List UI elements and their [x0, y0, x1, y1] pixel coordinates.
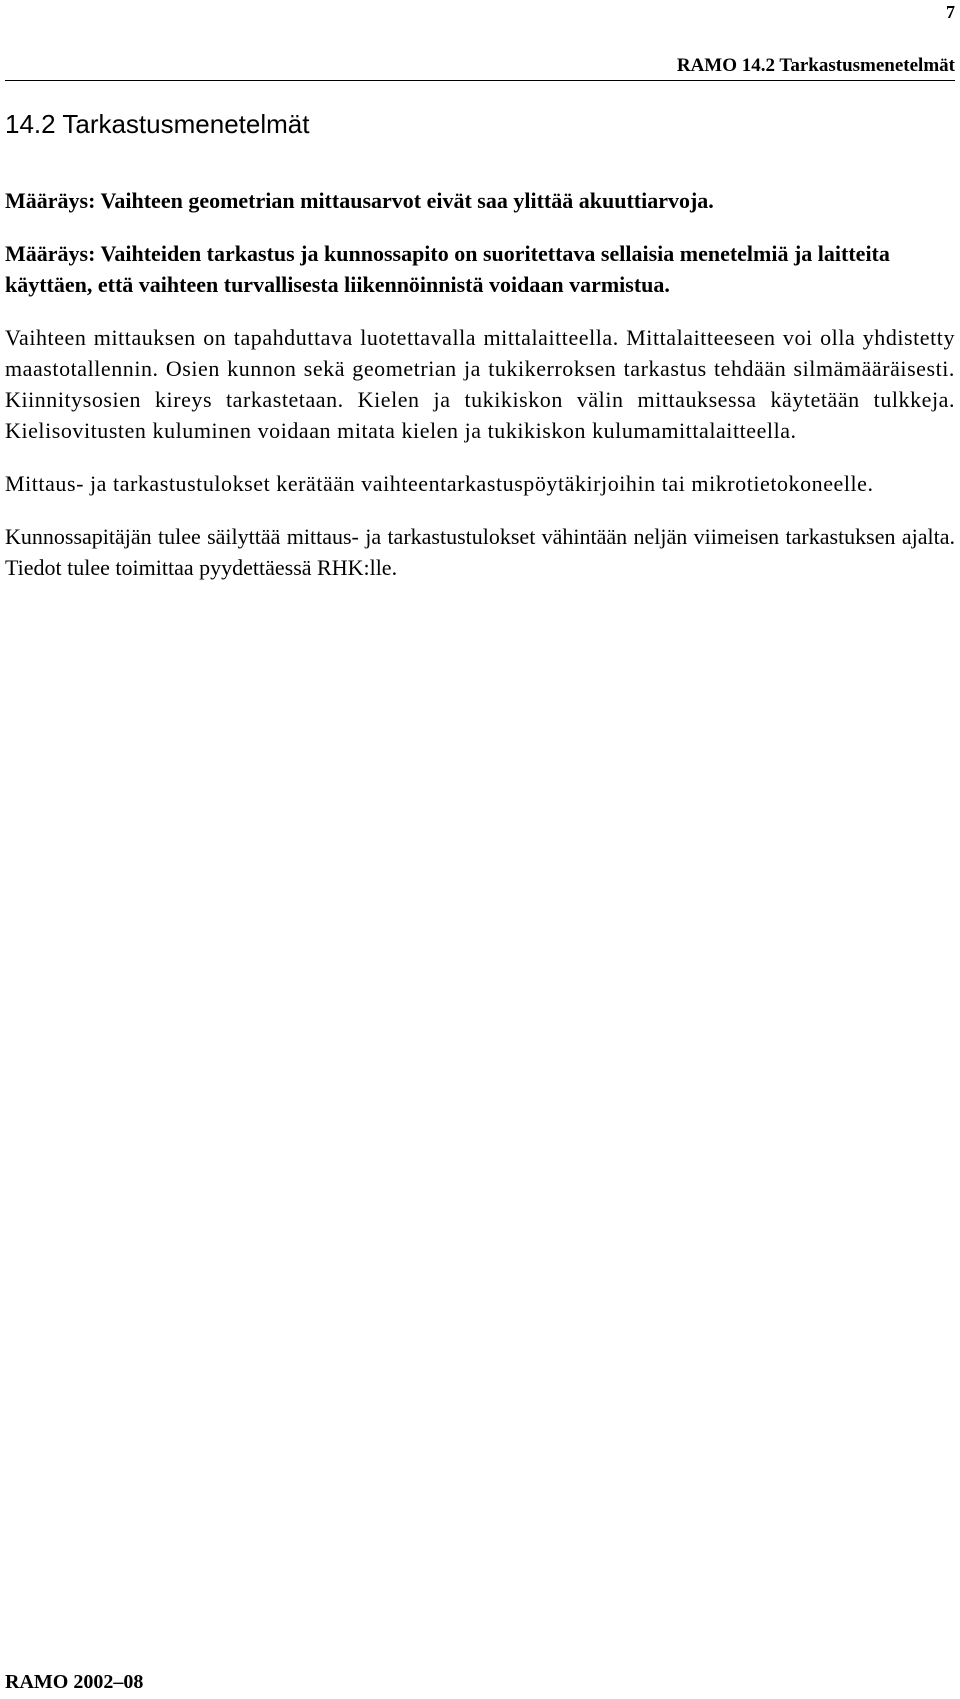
header-divider [5, 80, 955, 81]
paragraph-retention: Kunnossapitäjän tulee säilyttää mittaus- ja tarkastustulokset vähintään neljän viimeisen tarkastuksen ajalta. Tiedot tulee toimittaa pyydettäessä RHK:lle. [5, 524, 955, 580]
paragraph-results: Mittaus- ja tarkastustulokset kerätään vaihteentarkastuspöytäkirjoihin tai mikrotietokoneelle. [5, 471, 874, 496]
running-header: RAMO 14.2 Tarkastusmenetelmät [676, 55, 955, 76]
page-number: 7 [946, 2, 955, 22]
directive-inspection: Määräys: Vaihteiden tarkastus ja kunnossapito on suoritettava sellaisia menetelmiä ja laitteita käyttäen, että vaihteen turvallisesta liikennöinnistä voidaan varmistua. [5, 241, 890, 297]
page-footer: RAMO 2002–08 [5, 1671, 144, 1693]
directive-geometry: Määräys: Vaihteen geometrian mittausarvot eivät saa ylittää akuuttiarvoja. [5, 188, 714, 213]
section-title: 14.2 Tarkastusmenetelmät [5, 109, 310, 139]
paragraph-measurement: Vaihteen mittauksen on tapahduttava luotettavalla mittalaitteella. Mittalaitteeseen voi olla yhdistetty maastotallennin. Osien kunnon sekä geometrian ja tukikerroksen tarkastus tehdään silmämääräisesti. Kiinnitysosien kireys tarkastetaan. Kielen ja tukikiskon välin mittauksessa käytetään tulkkeja. Kielisovitusten kuluminen voidaan mitata kielen ja tukikiskon kulumamittalaitteella. [5, 325, 955, 443]
document-body [5, 109, 955, 605]
